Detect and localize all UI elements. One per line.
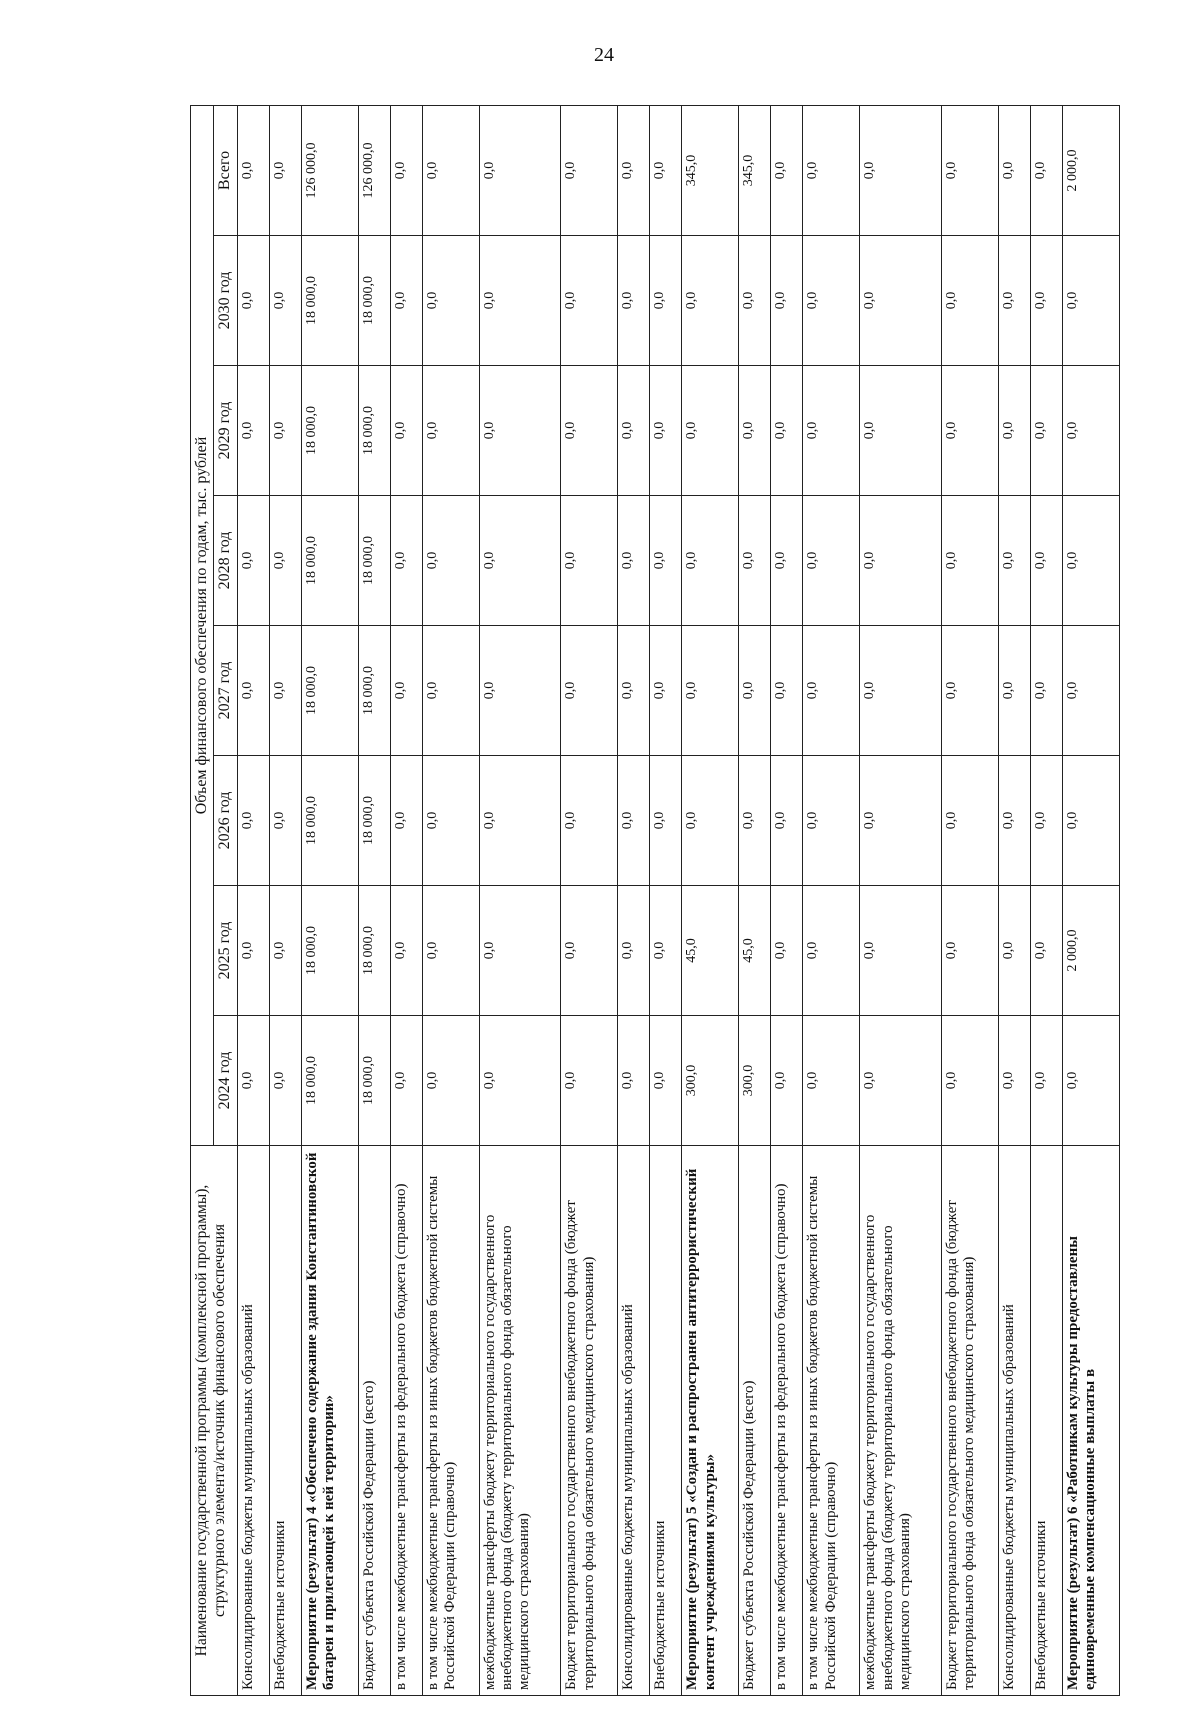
row-name: Внебюджетные источники <box>269 1146 301 1696</box>
row-value: 0,0 <box>237 626 269 756</box>
header-row-1 <box>191 105 214 1695</box>
row-name: Бюджет территориального государственного внебюджетного фонда (бюджет территориального фонда обязательного медицинского страхования) <box>561 1146 618 1696</box>
row-value: 0,0 <box>942 756 999 886</box>
row-value: 0,0 <box>803 886 860 1016</box>
row-value: 0,0 <box>390 105 422 235</box>
row-value: 18 000,0 <box>301 886 358 1016</box>
row-name: Мероприятие (результат) 4 «Обеспечено содержание здания Константиновской батареи и прилегающей к ней территории» <box>301 1146 358 1696</box>
row-value: 0,0 <box>1031 1016 1063 1146</box>
row-value: 0,0 <box>237 236 269 366</box>
row-value: 0,0 <box>682 756 739 886</box>
row-value: 0,0 <box>998 626 1030 756</box>
row-value: 0,0 <box>269 1016 301 1146</box>
row-value: 0,0 <box>618 1016 650 1146</box>
row-value: 0,0 <box>561 236 618 366</box>
row-value: 0,0 <box>860 236 942 366</box>
row-value: 0,0 <box>269 236 301 366</box>
table-row <box>682 105 739 1695</box>
row-value: 0,0 <box>390 626 422 756</box>
row-value: 0,0 <box>390 886 422 1016</box>
row-value: 0,0 <box>650 886 682 1016</box>
row-value: 0,0 <box>422 496 479 626</box>
row-value: 0,0 <box>269 626 301 756</box>
row-value: 18 000,0 <box>358 756 390 886</box>
year-header: Всего <box>214 105 237 235</box>
row-value: 0,0 <box>479 105 561 235</box>
row-value: 0,0 <box>739 366 771 496</box>
row-value: 0,0 <box>942 366 999 496</box>
row-value: 0,0 <box>618 756 650 886</box>
row-value: 0,0 <box>860 756 942 886</box>
row-value: 0,0 <box>771 366 803 496</box>
year-header: 2028 год <box>214 496 237 626</box>
row-value: 0,0 <box>942 105 999 235</box>
row-name: Бюджет территориального государственного внебюджетного фонда (бюджет территориального фонда обязательного медицинского страхования) <box>942 1146 999 1696</box>
table-row <box>1031 105 1063 1695</box>
row-value: 0,0 <box>942 1016 999 1146</box>
row-value: 0,0 <box>1063 756 1120 886</box>
row-value: 0,0 <box>998 756 1030 886</box>
row-value: 0,0 <box>237 105 269 235</box>
row-name: Бюджет субъекта Российской Федерации (всего) <box>358 1146 390 1696</box>
row-value: 0,0 <box>618 886 650 1016</box>
row-value: 0,0 <box>860 626 942 756</box>
row-value: 0,0 <box>561 105 618 235</box>
table-row <box>390 105 422 1695</box>
row-value: 18 000,0 <box>301 366 358 496</box>
row-name: Внебюджетные источники <box>1031 1146 1063 1696</box>
row-value: 18 000,0 <box>301 756 358 886</box>
row-value: 0,0 <box>998 496 1030 626</box>
row-value: 0,0 <box>682 496 739 626</box>
row-value: 18 000,0 <box>358 626 390 756</box>
row-value: 0,0 <box>650 626 682 756</box>
table-row <box>771 105 803 1695</box>
row-value: 18 000,0 <box>358 1016 390 1146</box>
row-value: 18 000,0 <box>358 496 390 626</box>
row-value: 0,0 <box>479 496 561 626</box>
row-value: 0,0 <box>682 236 739 366</box>
row-value: 0,0 <box>998 366 1030 496</box>
row-value: 0,0 <box>650 366 682 496</box>
row-value: 0,0 <box>739 756 771 886</box>
row-value: 0,0 <box>803 626 860 756</box>
name-column-header: Наименование государственной программы (комплексной программы), структурного элемента/источник финансового обеспечения <box>191 1146 238 1696</box>
table-body <box>237 105 1119 1695</box>
row-value: 0,0 <box>390 366 422 496</box>
row-value: 0,0 <box>479 626 561 756</box>
year-header: 2029 год <box>214 366 237 496</box>
row-value: 0,0 <box>1031 105 1063 235</box>
row-value: 0,0 <box>479 366 561 496</box>
row-value: 0,0 <box>237 496 269 626</box>
row-value: 0,0 <box>1031 366 1063 496</box>
row-value: 2 000,0 <box>1063 105 1120 235</box>
table-row <box>860 105 942 1695</box>
row-value: 0,0 <box>479 756 561 886</box>
row-name: в том числе межбюджетные трансферты из иных бюджетов бюджетной системы Российской Федерации (справочно) <box>422 1146 479 1696</box>
row-name: в том числе межбюджетные трансферты из иных бюджетов бюджетной системы Российской Федерации (справочно) <box>803 1146 860 1696</box>
year-header: 2025 год <box>214 886 237 1016</box>
row-value: 0,0 <box>618 626 650 756</box>
row-value: 0,0 <box>1063 366 1120 496</box>
row-value: 0,0 <box>860 366 942 496</box>
row-name: в том числе межбюджетные трансферты из федерального бюджета (справочно) <box>390 1146 422 1696</box>
row-name: Бюджет субъекта Российской Федерации (всего) <box>739 1146 771 1696</box>
row-value: 0,0 <box>422 366 479 496</box>
table-row <box>561 105 618 1695</box>
table-row <box>301 105 358 1695</box>
row-name: Консолидированные бюджеты муниципальных образований <box>618 1146 650 1696</box>
row-value: 0,0 <box>739 496 771 626</box>
row-value: 0,0 <box>771 105 803 235</box>
row-value: 0,0 <box>269 366 301 496</box>
row-value: 0,0 <box>803 496 860 626</box>
table-row <box>1063 105 1120 1695</box>
row-value: 18 000,0 <box>301 626 358 756</box>
row-name: в том числе межбюджетные трансферты из федерального бюджета (справочно) <box>771 1146 803 1696</box>
row-value: 0,0 <box>561 366 618 496</box>
row-value: 0,0 <box>1063 236 1120 366</box>
row-value: 0,0 <box>1063 1016 1120 1146</box>
table-row <box>237 105 269 1695</box>
row-value: 0,0 <box>422 1016 479 1146</box>
row-value: 0,0 <box>561 886 618 1016</box>
table-row <box>803 105 860 1695</box>
row-value: 0,0 <box>561 756 618 886</box>
row-value: 0,0 <box>860 1016 942 1146</box>
rotated-table-area <box>190 106 1120 1696</box>
row-value: 0,0 <box>771 496 803 626</box>
table-row <box>650 105 682 1695</box>
row-value: 0,0 <box>269 886 301 1016</box>
row-name: Мероприятие (результат) 5 «Создан и распространен антитеррористический контент учреждениями культуры» <box>682 1146 739 1696</box>
row-value: 0,0 <box>942 886 999 1016</box>
row-value: 0,0 <box>650 236 682 366</box>
row-value: 0,0 <box>561 496 618 626</box>
table-row <box>269 105 301 1695</box>
row-value: 0,0 <box>479 236 561 366</box>
row-value: 0,0 <box>998 236 1030 366</box>
row-value: 300,0 <box>739 1016 771 1146</box>
table-row <box>358 105 390 1695</box>
row-value: 0,0 <box>390 756 422 886</box>
row-value: 0,0 <box>390 236 422 366</box>
row-value: 0,0 <box>390 496 422 626</box>
row-value: 0,0 <box>771 236 803 366</box>
table-row <box>618 105 650 1695</box>
row-value: 0,0 <box>390 1016 422 1146</box>
table-row <box>479 105 561 1695</box>
rotated-table-container <box>190 106 1120 1696</box>
row-value: 300,0 <box>682 1016 739 1146</box>
row-value: 0,0 <box>618 105 650 235</box>
row-name: межбюджетные трансферты бюджету территориального государственного внебюджетного фонда (бюджету территориального фонда обязательного медицинского страхования) <box>479 1146 561 1696</box>
row-value: 0,0 <box>479 1016 561 1146</box>
row-value: 0,0 <box>1031 886 1063 1016</box>
table-row <box>942 105 999 1695</box>
row-value: 0,0 <box>998 1016 1030 1146</box>
row-value: 126 000,0 <box>358 105 390 235</box>
row-value: 45,0 <box>682 886 739 1016</box>
row-value: 0,0 <box>650 1016 682 1146</box>
year-header: 2030 год <box>214 236 237 366</box>
row-value: 0,0 <box>771 886 803 1016</box>
row-value: 0,0 <box>618 496 650 626</box>
row-value: 0,0 <box>269 756 301 886</box>
row-name: межбюджетные трансферты бюджету территориального государственного внебюджетного фонда (бюджету территориального фонда обязательного медицинского страхования) <box>860 1146 942 1696</box>
row-value: 0,0 <box>422 886 479 1016</box>
row-value: 0,0 <box>650 496 682 626</box>
row-value: 0,0 <box>860 105 942 235</box>
table-row <box>998 105 1030 1695</box>
row-value: 0,0 <box>942 236 999 366</box>
row-value: 0,0 <box>618 236 650 366</box>
page-number: 24 <box>594 44 614 66</box>
row-value: 18 000,0 <box>301 1016 358 1146</box>
row-value: 0,0 <box>561 626 618 756</box>
row-name: Мероприятие (результат) 6 «Работникам культуры предоставлены единовременные компенсационные выплаты в <box>1063 1146 1120 1696</box>
row-value: 0,0 <box>803 1016 860 1146</box>
row-value: 0,0 <box>479 886 561 1016</box>
row-value: 126 000,0 <box>301 105 358 235</box>
row-value: 0,0 <box>682 626 739 756</box>
row-value: 0,0 <box>803 756 860 886</box>
row-value: 0,0 <box>771 626 803 756</box>
row-value: 0,0 <box>998 886 1030 1016</box>
row-value: 18 000,0 <box>301 496 358 626</box>
row-value: 2 000,0 <box>1063 886 1120 1016</box>
row-value: 0,0 <box>561 1016 618 1146</box>
row-value: 0,0 <box>860 886 942 1016</box>
table-row <box>739 105 771 1695</box>
row-name: Внебюджетные источники <box>650 1146 682 1696</box>
row-value: 0,0 <box>269 496 301 626</box>
row-value: 0,0 <box>1063 626 1120 756</box>
row-value: 345,0 <box>739 105 771 235</box>
year-header: 2024 год <box>214 1016 237 1146</box>
row-value: 0,0 <box>237 886 269 1016</box>
row-value: 18 000,0 <box>358 366 390 496</box>
years-group-header: Объем финансового обеспечения по годам, тыс. рублей <box>191 105 214 1145</box>
row-value: 0,0 <box>422 756 479 886</box>
row-value: 18 000,0 <box>358 236 390 366</box>
row-value: 0,0 <box>771 756 803 886</box>
row-value: 0,0 <box>237 1016 269 1146</box>
row-value: 0,0 <box>650 105 682 235</box>
row-value: 0,0 <box>1031 626 1063 756</box>
row-value: 0,0 <box>739 236 771 366</box>
row-value: 0,0 <box>422 236 479 366</box>
row-name: Консолидированные бюджеты муниципальных образований <box>998 1146 1030 1696</box>
row-value: 0,0 <box>942 496 999 626</box>
row-value: 0,0 <box>650 756 682 886</box>
row-value: 45,0 <box>739 886 771 1016</box>
row-value: 0,0 <box>771 1016 803 1146</box>
row-value: 0,0 <box>803 366 860 496</box>
row-value: 0,0 <box>998 105 1030 235</box>
row-value: 18 000,0 <box>358 886 390 1016</box>
row-value: 0,0 <box>942 626 999 756</box>
row-value: 0,0 <box>618 366 650 496</box>
row-value: 0,0 <box>269 105 301 235</box>
row-value: 345,0 <box>682 105 739 235</box>
row-value: 0,0 <box>1031 756 1063 886</box>
row-value: 0,0 <box>803 236 860 366</box>
row-value: 0,0 <box>237 756 269 886</box>
row-value: 0,0 <box>682 366 739 496</box>
row-value: 0,0 <box>1063 496 1120 626</box>
row-value: 0,0 <box>1031 236 1063 366</box>
financing-table <box>190 105 1120 1696</box>
row-value: 0,0 <box>237 366 269 496</box>
row-value: 0,0 <box>1031 496 1063 626</box>
year-header: 2027 год <box>214 626 237 756</box>
year-header: 2026 год <box>214 756 237 886</box>
row-value: 0,0 <box>422 626 479 756</box>
row-value: 0,0 <box>422 105 479 235</box>
row-value: 18 000,0 <box>301 236 358 366</box>
table-row <box>422 105 479 1695</box>
row-value: 0,0 <box>860 496 942 626</box>
row-value: 0,0 <box>739 626 771 756</box>
row-name: Консолидированные бюджеты муниципальных образований <box>237 1146 269 1696</box>
row-value: 0,0 <box>803 105 860 235</box>
